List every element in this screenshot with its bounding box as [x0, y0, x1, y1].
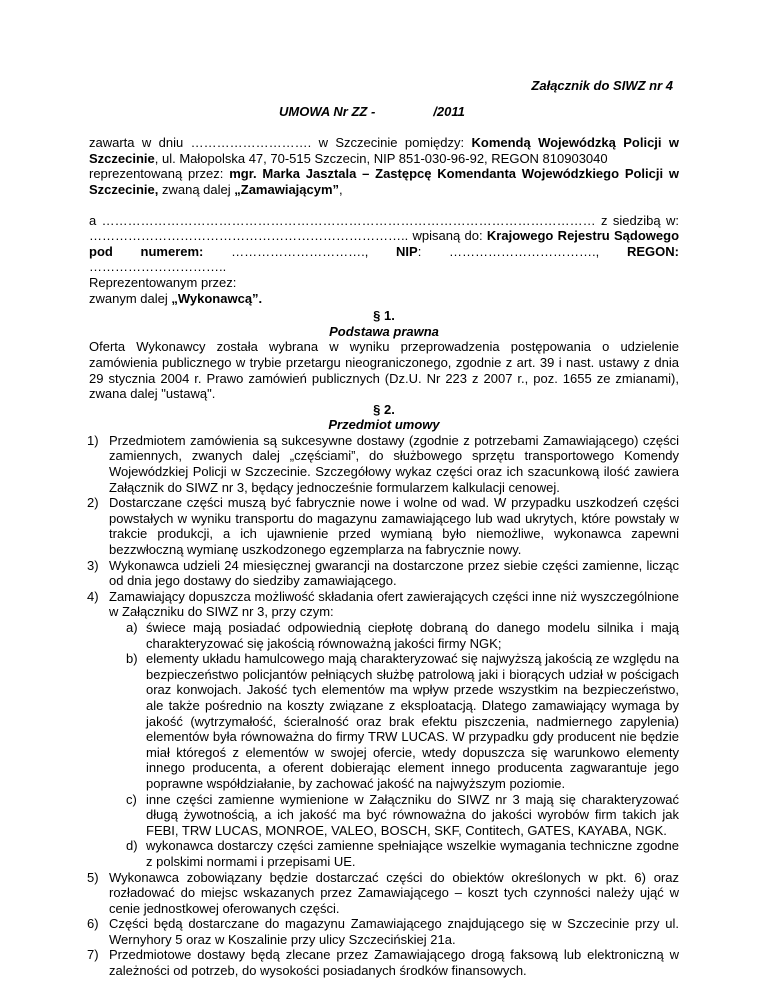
sub-item-letter: a): [126, 620, 138, 635]
contractor-represented: Reprezentowanym przez:: [89, 274, 237, 290]
section-1-number: § 1.: [373, 308, 395, 324]
contractor-paragraph: [89, 213, 679, 307]
section-1-heading: Podstawa prawna: [329, 323, 439, 339]
item-text: Przedmiotem zamówienia są sukcesywne dostawy (zgodnie z potrzebami Zamawiającego) części zamiennych, zwanych dalej „częściami”, do służbowego sprzętu transportowego Komendy Wojewódzkiej Policji w Szczecinie. Szczegółowy wykaz części oraz ich szacunkową ilość zawiera Załącznik do SIWZ nr 3, będący jednocześnie formularzem kalkulacji cenowej.: [109, 432, 679, 495]
ordering-party-name: Komendą Wojewódzką Policji w Szczecinie: [89, 135, 680, 166]
sub-item-text: elementy układu hamulcowego mają charakteryzować się najwyższą jakością ze względu na bezpieczeństwo policjantów pełniących służbę patrolową jaki i biorących udział w pościgach oraz konwojach. Jakość tych elementów ma wpływ przede wszystkim na bezpieczeństwo, ale także pośrednio na koszty związane z eksploatacją. Dlatego zamawiający wymaga by jakość (wytrzymałość, ścieralność oraz brak efektu piszczenia, nadmiernego zapylenia) elementów była równoważna do firmy TRW LUCAS. W przypadku gdy producent nie będzie miał któregoś z elementów w swojej ofercie, wtedy dopuszcza się warunkowo elementy innego producenta, a oferent dobierając element innego producenta zagwarantuje jego poprawne współdziałanie, by zachować jakość na najwyższym poziomie.: [146, 651, 679, 791]
numerem-label: numerem:: [140, 243, 204, 259]
item-text: Przedmiotowe dostawy będą zlecane przez Zamawiającego drogą faksową lub elektroniczną w zależności od potrzeb, do wysokości posiadanych środków finansowych.: [109, 947, 679, 979]
item-number: 3): [87, 557, 99, 573]
contractor-called: zwanym dalej: [89, 290, 172, 306]
section-1-text: Oferta Wykonawcy została wybrana w wyniku przeprowadzenia postępowania o udzielenie zamówienia publicznego w trybie przetargu nieograniczonego, zgodnie z art. 39 i nast. ustawy z dnia 29 stycznia 2004 r. Prawo zamówień publicznych (Dz.U. Nr 223 z 2007 r., poz. 1655 ze zmianami), zwana dalej "ustawą".: [89, 339, 679, 402]
nip-dots: …………………………….,: [449, 243, 600, 259]
list-item: [89, 947, 679, 978]
contract-title: [89, 104, 679, 120]
contractor-alias: „Wykonawcą”.: [171, 290, 263, 306]
sub-list-item: [109, 651, 679, 791]
court-register: Krajowego Rejestru Sądowego: [486, 228, 680, 244]
sub-list-item: [109, 792, 679, 839]
represented-by-label: reprezentowaną przez:: [89, 166, 230, 182]
sub-item-letter: c): [126, 791, 137, 807]
contractor-line-2: [89, 228, 679, 244]
sub-item-text: inne części zamienne wymienione w Załączniku do SIWZ nr 3 mają się charakteryzować długą żywotnością, a ich jakość ma być równoważna do jakości wyrobów firm takich jak FEBI, TRW LUCAS, MONROE, VALEO, BOSCH, SKF, Contitech, GATES, KAYABA, NGK.: [146, 791, 679, 838]
item-number: 5): [87, 869, 99, 885]
list-item: [89, 916, 679, 947]
item-number: 4): [87, 588, 99, 604]
item-number: 2): [87, 495, 99, 511]
section-2-heading: Przedmiot umowy: [328, 417, 440, 433]
contract-title-right: /2011: [433, 103, 465, 119]
ordering-party-alias: „Zamawiającym”: [234, 181, 340, 197]
intro-comma: ,: [339, 181, 343, 197]
contract-title-left: UMOWA Nr ZZ -: [279, 103, 376, 119]
list-item: [89, 870, 679, 917]
sub-item-text: wykonawca dostarczy części zamienne spełniające wszelkie wymagania techniczne zgodne z polskimi normami i przepisami UE.: [146, 838, 679, 869]
sub-item-letter: b): [126, 651, 138, 667]
section-2-number: § 2.: [373, 401, 395, 417]
item-number: 1): [87, 432, 99, 448]
sub-list-item: [109, 838, 679, 869]
list-item: [89, 558, 679, 589]
representative-name: mgr. Marka Jasztala – Zastępcę Komendanta Wojewódzkiego Policji w Szczecinie,: [89, 166, 679, 197]
nip-colon: :: [417, 243, 422, 259]
section-2-list: [89, 433, 679, 979]
sub-list: [109, 620, 679, 870]
item-text: Wykonawca udzieli 24 miesięcznej gwarancji na dostarczone przez siebie części zamienne, licząc od dnia jego dostawy do siedziby zamawiającego.: [109, 557, 679, 589]
sub-list-item: [109, 620, 679, 651]
contractor-line-1: a …………………………………………………………………………………………………… z siedzibą w:: [89, 212, 679, 228]
list-item: [89, 433, 679, 495]
contractor-alias-line: [89, 291, 679, 307]
intro-date: zawarta w dniu ………………………. w Szczecinie pomiędzy:: [89, 135, 472, 151]
regon-label: REGON:: [626, 243, 679, 259]
intro-paragraph: [89, 135, 679, 197]
item-text: Dostarczane części muszą być fabrycznie nowe i wolne od wad. W przypadku uszkodzeń części powstałych w wyniku transportu do magazynu zamawiającego lub wad ukrytych, które powstały w trakcie produkcji, a ich ujawnienie przed wymianą było niemożliwe, wykonawca zapewni bezzwłoczną wymianę uszkodzonego egzemplarza na fabrycznie nowy.: [109, 495, 679, 558]
contractor-line-4: …………………………..: [89, 259, 227, 275]
ordering-party-address: , ul. Małopolska 47, 70-515 Szczecin, NIP 851-030-96-92, REGON 810903040: [154, 150, 608, 166]
nip-label: NIP: [396, 243, 418, 259]
sub-item-text: świece mają posiadać odpowiednią ciepłotę dobraną do danego modelu silnika i mają charakteryzować się jakością równoważną jakości firmy NGK;: [146, 620, 679, 651]
called-label: zwaną dalej: [158, 181, 235, 197]
number-dots: ………………………….,: [231, 243, 369, 259]
item-number: 6): [87, 916, 99, 932]
pod-label: pod: [89, 243, 113, 259]
item-text: Wykonawca zobowiązany będzie dostarczać części do obiektów określonych w pkt. 6) oraz rozładować do miejsc wskazanych przez Zamawiającego – koszt tych czynności należy ująć w cenie jednostkowej oferowanych części.: [109, 869, 679, 916]
annex-label: Załącznik do SIWZ nr 4: [531, 78, 673, 93]
sub-item-letter: d): [126, 838, 138, 854]
contractor-line-3: [89, 244, 679, 260]
item-text: Części będą dostarczane do magazynu Zamawiającego znajdującego się w Szczecinie przy ul. Wernyhory 5 oraz w Koszalinie przy ulicy Szczecińskiej 21a.: [109, 916, 679, 947]
contractor-dots: ……………………………………………………………….. wpisaną do:: [89, 228, 487, 244]
list-item: [89, 589, 679, 870]
item-number: 7): [87, 947, 99, 963]
document-page: [89, 70, 679, 979]
item-text: Zamawiający dopuszcza możliwość składania ofert zawierających części inne niż wyszczególnione w Załączniku do SIWZ nr 3, przy czym:: [109, 588, 679, 620]
list-item: [89, 495, 679, 557]
